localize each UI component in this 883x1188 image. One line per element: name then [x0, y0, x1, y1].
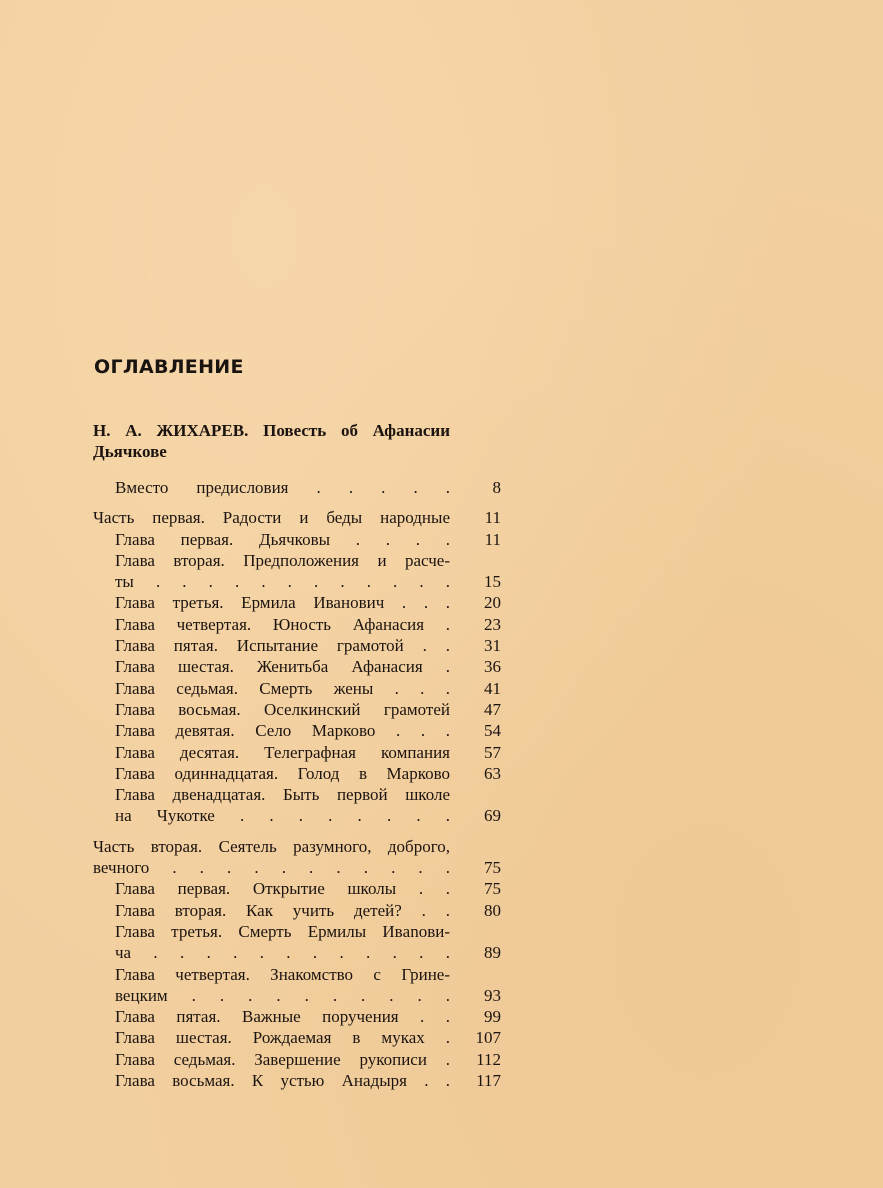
- toc-entry-title: Вместо предисловия . . . . .: [115, 478, 450, 497]
- toc-page-number: 11: [484, 508, 501, 528]
- toc-entry-title: Глава одиннадцатая. Голод в Марково: [115, 763, 450, 783]
- toc-page-number: 20: [484, 593, 501, 613]
- toc-entry-title: Глава десятая. Телеграфная компания: [115, 742, 450, 762]
- toc-entry[interactable]: [93, 635, 503, 656]
- toc-entry-title: Глава вторая. Как учить детей? . .: [115, 900, 450, 920]
- toc-entry-title: на Чукотке . . . . . . . .: [115, 806, 450, 826]
- toc-entry-title: Глава первая. Дьячковы . . . .: [115, 529, 450, 549]
- toc-page-number: 107: [475, 1028, 501, 1048]
- toc-entry-title: Глава восьмая. Оселкинский грамотей: [115, 699, 450, 719]
- toc-entry-title: Глава седьмая. Завершение рукописи .: [115, 1049, 450, 1069]
- toc-entry-title: вецким . . . . . . . . . .: [115, 985, 450, 1005]
- toc-entry[interactable]: [93, 878, 503, 899]
- toc-entry-title: Глава девятая. Село Марково . . .: [115, 721, 450, 741]
- toc-section: [93, 477, 503, 498]
- toc-entry[interactable]: [93, 1049, 503, 1070]
- toc-page-number: 80: [484, 900, 501, 920]
- toc-entry[interactable]: [93, 720, 503, 741]
- toc-entry[interactable]: [93, 550, 503, 593]
- table-of-contents: [93, 477, 503, 1100]
- toc-page-number: 31: [484, 636, 501, 656]
- toc-entry-title: ча . . . . . . . . . . . .: [115, 943, 450, 963]
- toc-entry[interactable]: [93, 763, 503, 784]
- toc-entry-title: Глава пятая. Испытание грамотой . .: [115, 636, 450, 656]
- toc-entry[interactable]: [93, 699, 503, 720]
- toc-entry-title: ты . . . . . . . . . . . .: [115, 572, 450, 592]
- toc-entry-title: Глава третья. Смерть Ермилы Ивanови-: [115, 921, 450, 941]
- toc-entry-title: Глава третья. Ермила Иванович . . .: [115, 593, 450, 613]
- toc-entry-title: Глава двенадцатая. Быть первой школе: [115, 785, 450, 805]
- toc-entry[interactable]: [93, 678, 503, 699]
- toc-entry[interactable]: [93, 1070, 503, 1091]
- toc-entry-title: вечного . . . . . . . . . . .: [93, 858, 450, 878]
- toc-entry-title: Глава восьмая. К устью Анадыря . .: [115, 1071, 450, 1091]
- toc-page-number: 41: [484, 678, 501, 698]
- author-title-block: [93, 420, 450, 463]
- toc-entry[interactable]: [93, 784, 503, 827]
- toc-entry-title: Глава первая. Открытие школы . .: [115, 879, 450, 899]
- toc-page-number: 36: [484, 657, 501, 677]
- toc-entry[interactable]: [93, 656, 503, 677]
- toc-entry-title: Глава четвертая. Знакомство с Грине-: [115, 964, 450, 984]
- toc-entry[interactable]: [93, 592, 503, 613]
- toc-page-number: 47: [484, 699, 501, 719]
- toc-page-number: 63: [484, 763, 501, 783]
- toc-page-number: 57: [484, 742, 501, 762]
- toc-section: [93, 507, 503, 826]
- toc-section: [93, 836, 503, 1092]
- toc-entry-title: Глава четвертая. Юность Афанасия .: [115, 614, 450, 634]
- toc-entry[interactable]: [93, 614, 503, 635]
- toc-entry[interactable]: [93, 921, 503, 964]
- toc-page-number: 93: [484, 985, 501, 1005]
- toc-entry[interactable]: [93, 529, 503, 550]
- toc-entry[interactable]: [93, 836, 503, 879]
- toc-page-number: 69: [484, 806, 501, 826]
- toc-entry[interactable]: [93, 900, 503, 921]
- toc-page-number: 54: [484, 721, 501, 741]
- author-title-line: Дьячкове: [93, 442, 167, 462]
- toc-entry-title: Глава шестая. Женитьба Афанасия .: [115, 657, 450, 677]
- toc-entry-title: Часть первая. Радости и беды народные: [93, 508, 450, 528]
- toc-page-number: 23: [484, 614, 501, 634]
- toc-page-number: 117: [476, 1071, 501, 1091]
- toc-entry-title: Глава шестая. Рождаемая в муках .: [115, 1028, 450, 1048]
- toc-entry[interactable]: [93, 477, 503, 498]
- toc-page-number: 8: [492, 478, 501, 497]
- toc-entry-title: Глава вторая. Предположения и расче-: [115, 550, 450, 570]
- toc-page-number: 99: [484, 1007, 501, 1027]
- toc-page-number: 15: [484, 572, 501, 592]
- toc-entry-title: Глава седьмая. Смерть жены . . .: [115, 678, 450, 698]
- toc-page-number: 112: [476, 1049, 501, 1069]
- toc-page-number: 89: [484, 943, 501, 963]
- toc-entry[interactable]: [93, 1027, 503, 1048]
- toc-entry[interactable]: [93, 1006, 503, 1027]
- page-title: ОГЛАВЛЕНИЕ: [94, 356, 244, 378]
- author-title-line: Н. А. ЖИХАРЕВ. Повесть об Афанасии: [93, 421, 450, 440]
- toc-entry[interactable]: [93, 742, 503, 763]
- toc-entry-title: Часть вторая. Сеятель разумного, доброго,: [93, 836, 450, 856]
- toc-page-number: 75: [484, 858, 501, 878]
- toc-entry[interactable]: [93, 507, 503, 528]
- toc-page-number: 75: [484, 879, 501, 899]
- toc-entry-title: Глава пятая. Важные поручения . .: [115, 1007, 450, 1027]
- toc-entry[interactable]: [93, 964, 503, 1007]
- toc-page-number: 11: [484, 529, 501, 549]
